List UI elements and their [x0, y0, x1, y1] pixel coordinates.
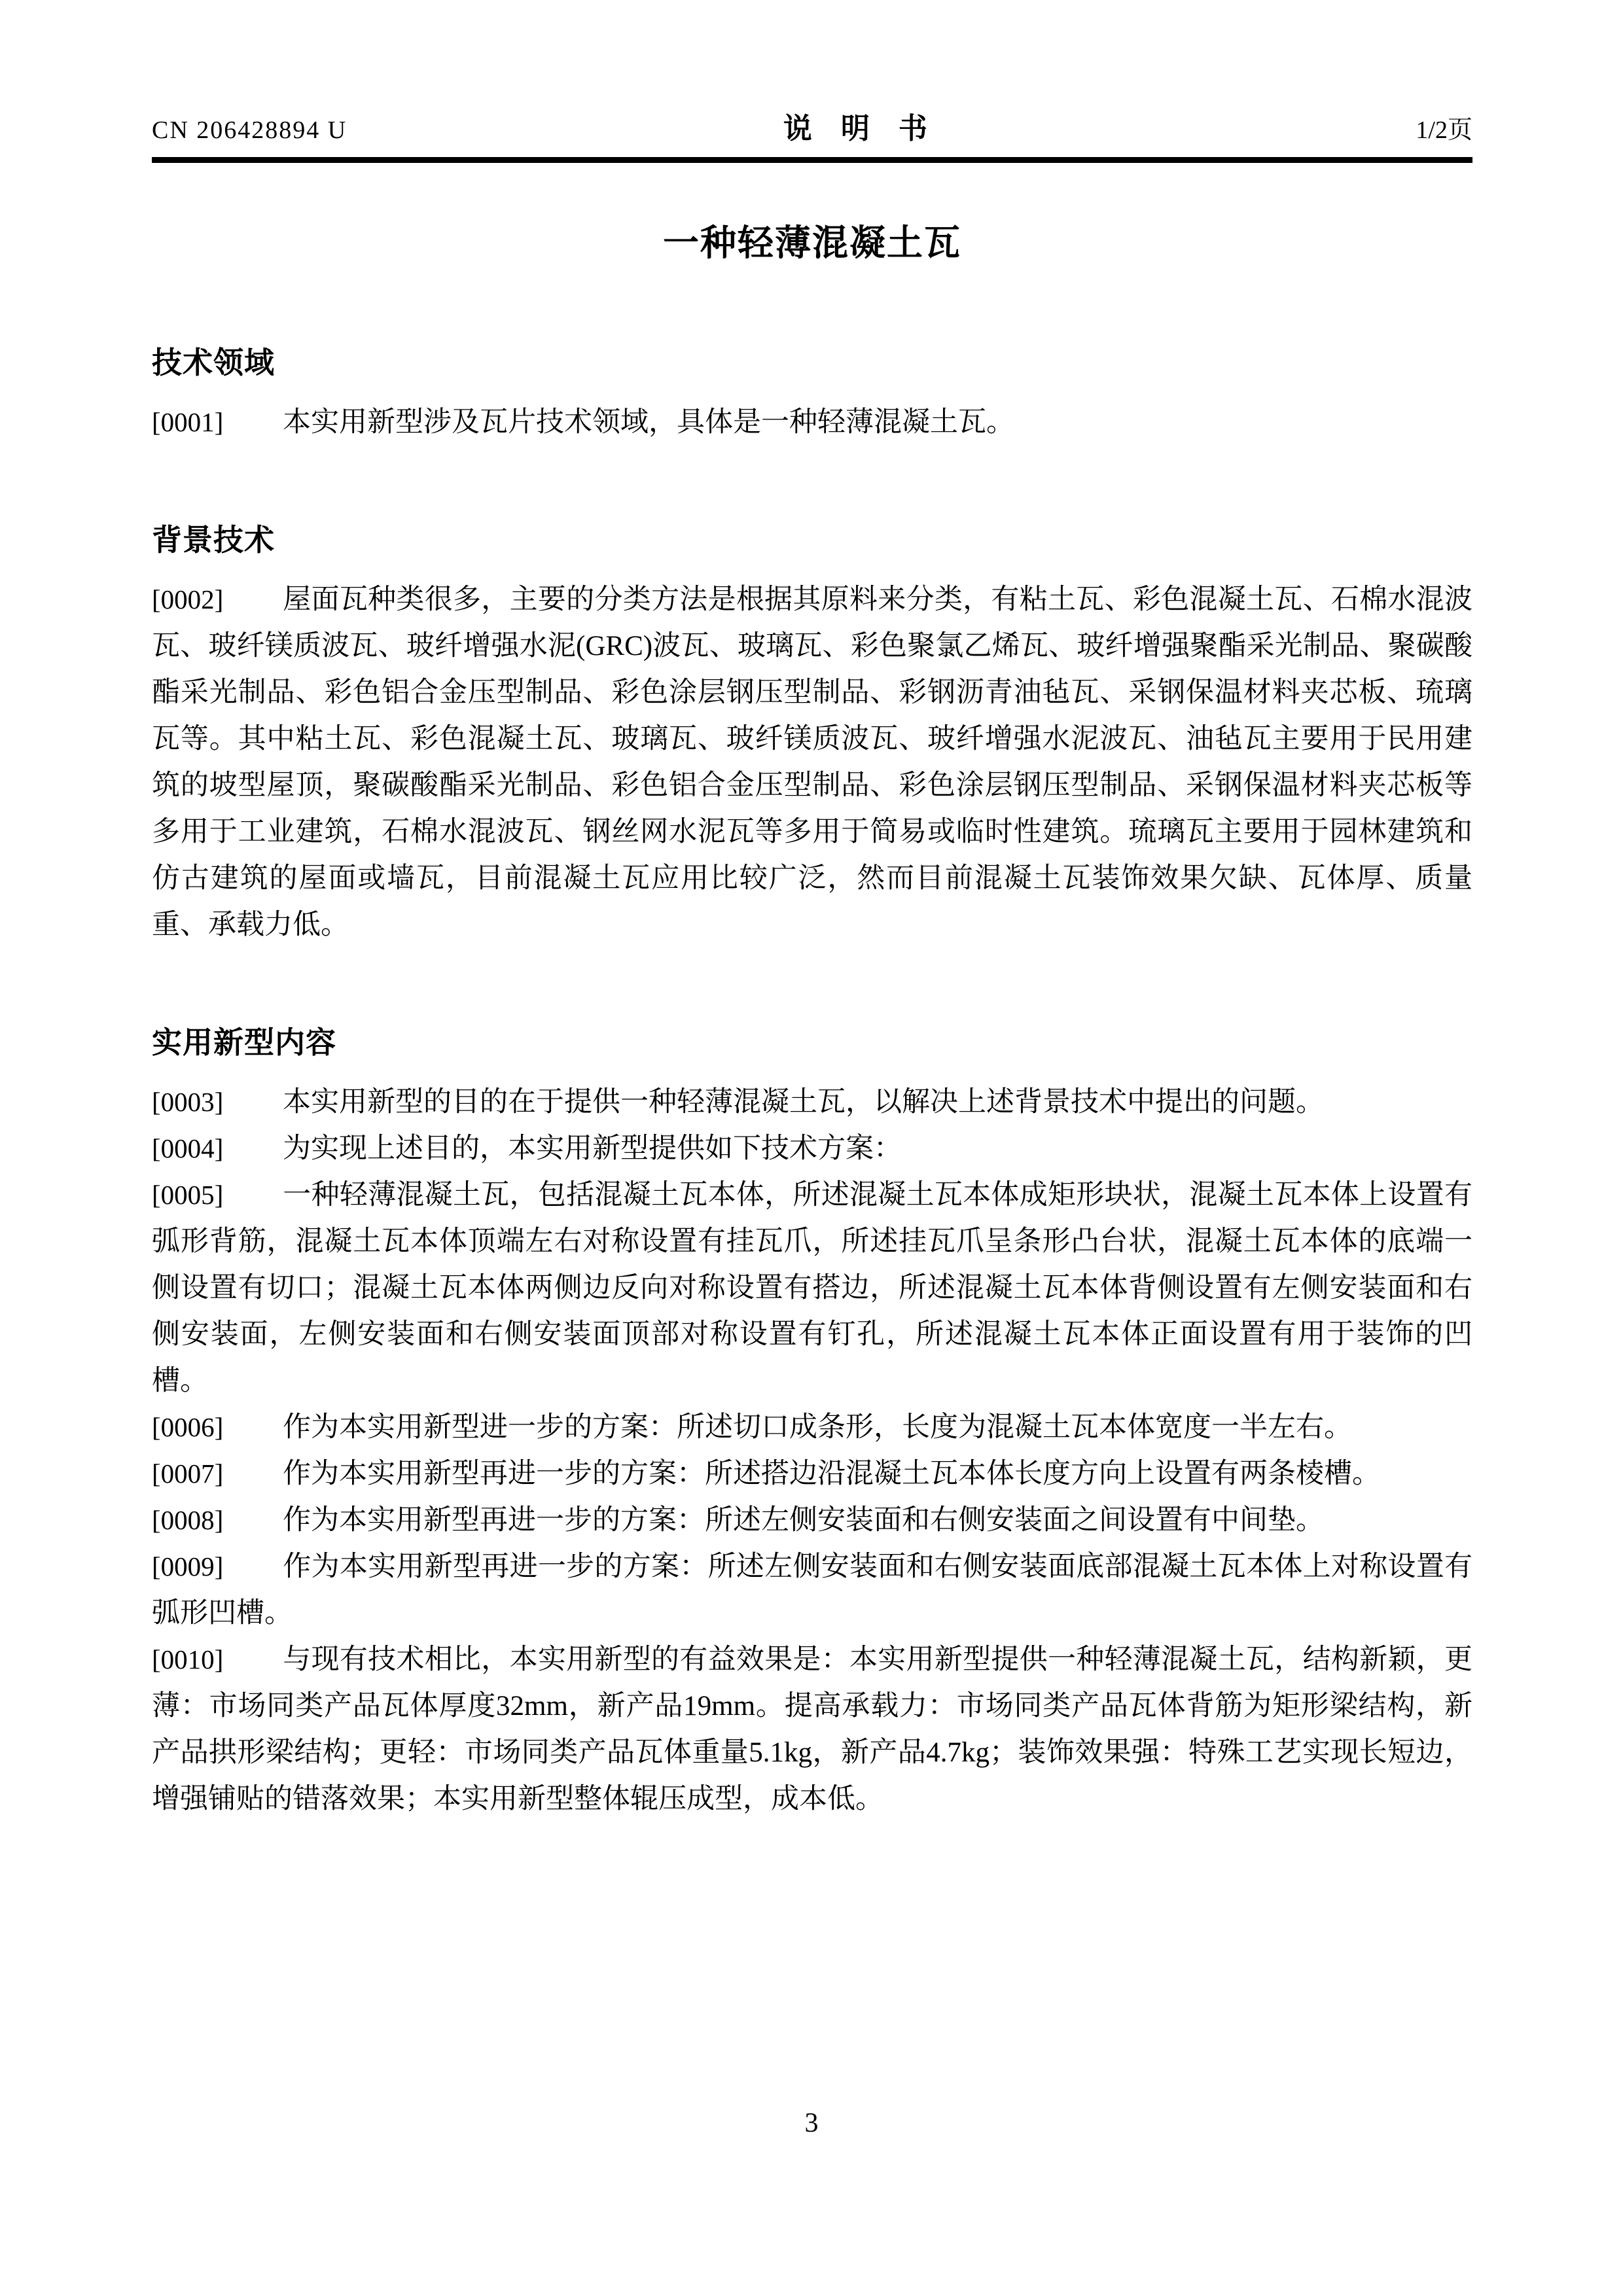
- paragraph-text: 作为本实用新型再进一步的方案：所述左侧安装面和右侧安装面之间设置有中间垫。: [283, 1505, 1324, 1536]
- paragraph-text: 作为本实用新型进一步的方案：所述切口成条形，长度为混凝土瓦本体宽度一半左右。: [283, 1412, 1352, 1443]
- paragraph-0001: [152, 399, 1472, 446]
- paragraph-text: 作为本实用新型再进一步的方案：所述搭边沿混凝土瓦本体长度方向上设置有两条棱槽。: [283, 1458, 1380, 1489]
- paragraph-tag: [0002]: [152, 584, 224, 614]
- paragraph-text: 为实现上述目的，本实用新型提供如下技术方案：: [283, 1133, 902, 1164]
- paragraph-text: 本实用新型的目的在于提供一种轻薄混凝土瓦，以解决上述背景技术中提出的问题。: [283, 1087, 1324, 1118]
- section-heading: 背景技术: [152, 523, 275, 557]
- paragraph-0008: [152, 1497, 1472, 1544]
- paragraph-text: 作为本实用新型再进一步的方案：所述左侧安装面和右侧安装面底部混凝土瓦本体上对称设置有弧形凹槽。: [152, 1551, 1472, 1629]
- document-type-label: 说 明 书: [783, 113, 927, 145]
- section-heading: 技术领域: [152, 345, 275, 380]
- invention-title: 一种轻薄混凝土瓦: [662, 222, 961, 263]
- paragraph-tag: [0007]: [152, 1458, 224, 1489]
- paragraph-text: 一种轻薄混凝土瓦，包括混凝土瓦本体，所述混凝土瓦本体成矩形块状，混凝土瓦本体上设置有弧形背筋，混凝土瓦本体顶端左右对称设置有挂瓦爪，所述挂瓦爪呈条形凸台状，混凝土瓦本体的底端一侧设置有切口；混凝土瓦本体两侧边反向对称设置有搭边，所述混凝土瓦本体背侧设置有左侧安装面和右侧安装面，左侧安装面和右侧安装面顶部对称设置有钉孔，所述混凝土瓦本体正面设置有用于装饰的凹槽。: [152, 1180, 1472, 1396]
- paragraph-0009: [152, 1544, 1472, 1636]
- paragraph-tag: [0008]: [152, 1505, 224, 1535]
- paragraph-text: 与现有技术相比，本实用新型的有益效果是：本实用新型提供一种轻薄混凝土瓦，结构新颖，更薄：市场同类产品瓦体厚度32mm，新产品19mm。提高承载力：市场同类产品瓦体背筋为矩形梁结构，新产品拱形梁结构；更轻：市场同类产品瓦体重量5.1kg，新产品4.7kg；装饰效果强：特殊工艺实现长短边，增强铺贴的错落效果；本实用新型整体辊压成型，成本低。: [152, 1644, 1472, 1814]
- paragraph-0004: [152, 1125, 1472, 1172]
- paragraph-0002: [152, 576, 1472, 948]
- paragraph-tag: [0003]: [152, 1087, 224, 1117]
- paragraph-text: 本实用新型涉及瓦片技术领域，具体是一种轻薄混凝土瓦。: [283, 407, 1014, 438]
- paragraph-0007: [152, 1451, 1472, 1497]
- header-divider: [152, 157, 1472, 163]
- document-number: CN 206428894 U: [152, 116, 348, 144]
- paragraph-tag: [0009]: [152, 1551, 224, 1581]
- paragraph-tag: [0010]: [152, 1644, 224, 1674]
- paragraph-0010: [152, 1636, 1472, 1822]
- section-background-art: [152, 516, 1472, 948]
- paragraph-0003: [152, 1079, 1472, 1125]
- paragraph-tag: [0004]: [152, 1133, 224, 1163]
- paragraph-text: 屋面瓦种类很多，主要的分类方法是根据其原料来分类，有粘土瓦、彩色混凝土瓦、石棉水混波瓦、玻纤镁质波瓦、玻纤增强水泥(GRC)波瓦、玻璃瓦、彩色聚氯乙烯瓦、玻纤增强聚酯采光制品、聚碳酸酯采光制品、彩色铝合金压型制品、彩色涂层钢压型制品、彩钢沥青油毡瓦、采钢保温材料夹芯板、琉璃瓦等。其中粘土瓦、彩色混凝土瓦、玻璃瓦、玻纤镁质波瓦、玻纤增强水泥波瓦、油毡瓦主要用于民用建筑的坡型屋顶，聚碳酸酯采光制品、彩色铝合金压型制品、彩色涂层钢压型制品、采钢保温材料夹芯板等多用于工业建筑，石棉水混波瓦、钢丝网水泥瓦等多用于简易或临时性建筑。琉璃瓦主要用于园林建筑和仿古建筑的屋面或墙瓦，目前混凝土瓦应用比较广泛，然而目前混凝土瓦装饰效果欠缺、瓦体厚、质量重、承载力低。: [152, 584, 1472, 940]
- paragraph-tag: [0006]: [152, 1412, 224, 1442]
- paragraph-0006: [152, 1404, 1472, 1451]
- paragraph-0005: [152, 1172, 1472, 1404]
- section-technical-field: [152, 339, 1472, 446]
- section-utility-model-content: [152, 1019, 1472, 1822]
- footer-page-number: 3: [804, 2108, 819, 2138]
- paragraph-tag: [0005]: [152, 1180, 224, 1210]
- page-header: [152, 105, 1472, 147]
- page-indicator: 1/2页: [1416, 116, 1472, 144]
- section-heading: 实用新型内容: [152, 1025, 336, 1059]
- paragraph-tag: [0001]: [152, 407, 224, 437]
